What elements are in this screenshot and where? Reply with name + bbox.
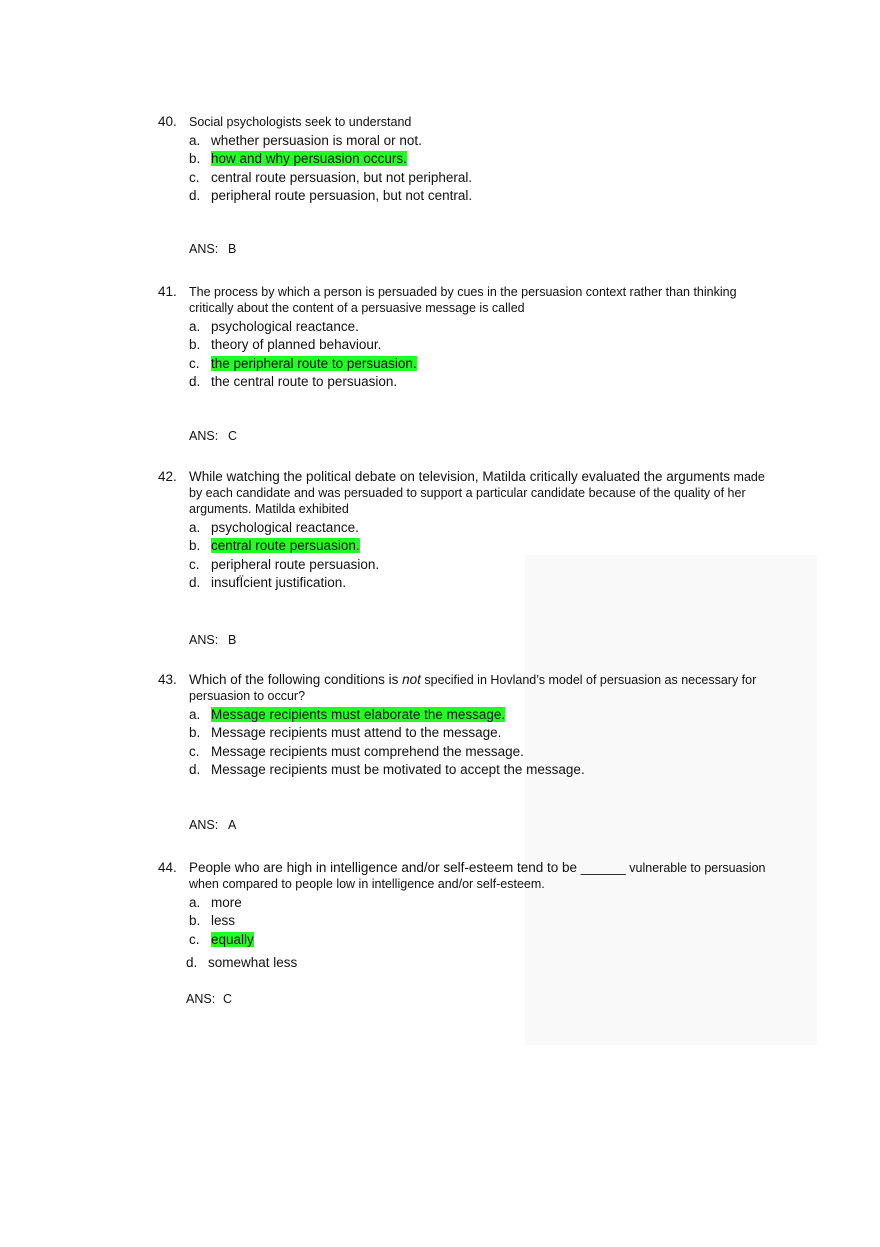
question-stem: [158, 860, 778, 892]
option-text: Message recipients must be motivated to accept the message.: [211, 761, 585, 777]
option-text: theory of planned behaviour.: [211, 337, 382, 353]
answer-label: ANS:: [189, 818, 219, 832]
option-text: whether persuasion is moral or not.: [211, 133, 422, 148]
option-c: c. Message recipients must comprehend the message.: [189, 743, 524, 759]
option-text: the central route to persuasion.: [211, 373, 398, 389]
question-number: 44.: [158, 860, 177, 875]
question-43: [158, 672, 778, 779]
option-text: peripheral route persuasion, but not central.: [211, 187, 473, 203]
question-text-lead: While watching the political debate on television, Matilda critically evaluated the arguments: [189, 469, 731, 484]
option-d: d. the central route to persuasion.: [189, 373, 398, 389]
question-text-lead: People who are high in intelligence and/or self-esteem tend to be ______: [189, 860, 626, 875]
option-list: [189, 318, 778, 391]
option-a: a. psychological reactance.: [189, 520, 359, 535]
option-d: d. peripheral route persuasion, but not central.: [189, 187, 473, 203]
option-list: [189, 519, 778, 592]
option-d: d. insufÏcient justification.: [189, 574, 347, 590]
answer-label: ANS:: [189, 242, 219, 256]
correct-option-highlight: central route persuasion.: [211, 538, 360, 554]
option-text: psychological reactance.: [211, 319, 359, 334]
option-text: Message recipients must comprehend the message.: [211, 743, 524, 759]
question-text: Social psychologists seek to understand: [189, 115, 412, 129]
option-c: c. peripheral route persuasion.: [189, 556, 380, 572]
question-text-lead: Which of the following conditions is: [189, 672, 403, 687]
question-text: made by each candidate and was persuaded to support a particular candidate because of the quality of her arguments. Matilda exhibited: [189, 470, 765, 516]
option-text: peripheral route persuasion.: [211, 556, 380, 572]
answer-label: ANS:: [189, 429, 219, 443]
answer-value: B: [228, 633, 237, 647]
option-c: c. equally: [189, 931, 254, 947]
option-c: c. the peripheral route to persuasion.: [189, 355, 417, 371]
option-text: somewhat less: [208, 954, 298, 970]
option-a: a. more: [189, 895, 242, 910]
correct-option-highlight: equally: [211, 931, 254, 947]
question-stem: [158, 469, 778, 517]
option-b: b. theory of planned behaviour.: [189, 337, 382, 353]
option-a: a. psychological reactance.: [189, 319, 359, 334]
correct-option-highlight: the peripheral route to persuasion.: [211, 355, 417, 371]
answer-41: [158, 428, 778, 444]
option-d: d. Message recipients must be motivated to accept the message.: [189, 761, 585, 777]
option-c: c. central route persuasion, but not peripheral.: [189, 169, 473, 185]
option-text: Message recipients must attend to the message.: [211, 725, 502, 741]
answer-44: [155, 991, 775, 1007]
question-number: 42.: [158, 469, 177, 484]
question-stem: [158, 114, 778, 130]
answer-label: ANS:: [189, 633, 219, 647]
answer-43: [158, 817, 778, 833]
answer-42: [158, 632, 778, 648]
answer-value: A: [228, 818, 237, 832]
question-number: 43.: [158, 672, 177, 687]
question-text: vulnerable to persuasion when compared to people low in intelligence and/or self-esteem.: [189, 861, 766, 891]
answer-value: C: [228, 429, 238, 443]
option-list: [186, 894, 778, 972]
option-b: b. Message recipients must attend to the message.: [189, 725, 502, 741]
answer-value: B: [228, 242, 237, 256]
answer-label: ANS:: [186, 992, 216, 1006]
option-list: [189, 706, 778, 779]
option-text: central route persuasion, but not peripheral.: [211, 169, 473, 185]
correct-option-highlight: Message recipients must elaborate the message.: [211, 707, 506, 722]
option-text: more: [211, 895, 242, 910]
question-number: 41.: [158, 284, 177, 299]
question-text: specified in Hovland’s model of persuasion as necessary for persuasion to occur?: [189, 673, 757, 703]
option-b: b. how and why persuasion occurs.: [189, 151, 407, 167]
option-b: b. less: [189, 913, 236, 929]
question-stem: [158, 284, 778, 316]
question-text-emphasis: not: [402, 672, 421, 687]
question-text: The process by which a person is persuaded by cues in the persuasion context rather than thinking critically about the content of a persuasive message is called: [189, 285, 737, 315]
question-number: 40.: [158, 114, 177, 129]
question-40: [158, 114, 778, 205]
answer-40: [158, 241, 778, 257]
question-41: [158, 284, 778, 391]
question-42: [158, 469, 778, 592]
correct-option-highlight: how and why persuasion occurs.: [211, 151, 407, 167]
option-a: a. Message recipients must elaborate the message.: [189, 707, 506, 722]
answer-value: C: [223, 992, 233, 1006]
option-d: d. somewhat less: [186, 954, 298, 970]
option-text: insufÏcient justification.: [211, 574, 347, 590]
option-b: b. central route persuasion.: [189, 538, 360, 554]
option-a: a. whether persuasion is moral or not.: [189, 133, 422, 148]
option-text: psychological reactance.: [211, 520, 359, 535]
question-stem: [158, 672, 778, 704]
option-text: less: [211, 913, 236, 929]
question-44: [158, 860, 778, 972]
option-list: [189, 132, 778, 205]
